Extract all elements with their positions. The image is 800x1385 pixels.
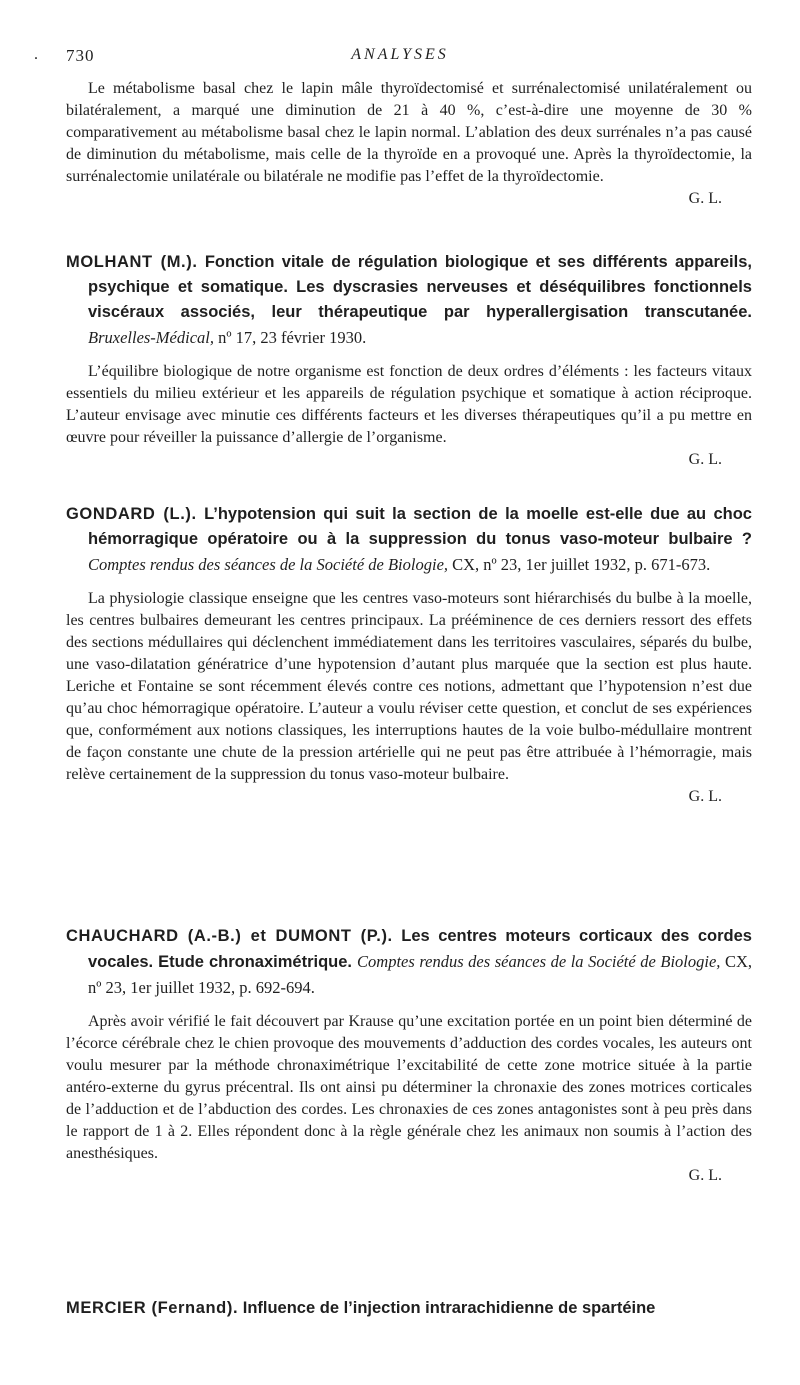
entry-gondard: [66, 502, 752, 808]
entry-journal: Comptes rendus des séances de la Société de Biologie,: [88, 555, 449, 574]
entry-title: Fonction vitale de régulation biologique et ses différents appareils, psychique et somatique. Les dyscrasies nerveuses et déséquilibres fonctionnels viscéraux associés, leur thérapeutique par hyperallergisation transcutanée.: [88, 253, 752, 321]
entry-heading: [66, 924, 752, 1001]
entry-source: [88, 328, 366, 347]
entry-author: MERCIER (Fernand).: [66, 1299, 239, 1317]
margin-dot: .: [34, 46, 38, 63]
abstract-signature: G. L.: [688, 1167, 722, 1184]
entry-author: CHAUCHARD (A.-B.) et DUMONT (P.).: [66, 927, 393, 945]
entry-reference: nº 17, 23 février 1930.: [218, 328, 367, 347]
entry-reference: CX, nº 23, 1er juillet 1932, p. 692-694.: [88, 952, 753, 997]
entry-author: GONDARD (L.).: [66, 505, 197, 523]
page-number: 730: [66, 46, 95, 65]
page-header: [0, 46, 800, 66]
abstract-signature: G. L.: [688, 190, 722, 207]
running-head: ANALYSES: [351, 46, 449, 63]
entry-journal: Bruxelles-Médical,: [88, 328, 214, 347]
entry-chauchard-dumont: [66, 924, 752, 1187]
entry-reference: CX, nº 23, 1er juillet 1932, p. 671-673.: [452, 555, 711, 574]
abstract-signature: G. L.: [688, 451, 722, 468]
abstract-text: L’équilibre biologique de notre organisme est fonction de deux ordres d’éléments : les facteurs vitaux essentiels du milieu extérieur et les appareils de régulation psychique et somatique à action réciproque. L’auteur envisage avec minutie ces différents facteurs et les diverses thérapeutiques qu’il a pu mettre en œuvre pour réveiller la puissance d’allergie de l’organisme.: [66, 363, 752, 446]
entry-mercier: [66, 1296, 752, 1331]
entry-heading: [66, 1296, 752, 1321]
abstract-signature: G. L.: [688, 788, 722, 805]
entry-source: [88, 555, 710, 574]
entry-journal: Comptes rendus des séances de la Société de Biologie,: [357, 952, 721, 971]
abstract-text: La physiologie classique enseigne que les centres vaso-moteurs sont hiérarchisés du bulbe à la moelle, les centres bulbaires demeurant les centres principaux. La prééminence de ces derniers ressort des effets des sections médullaires qui déclenchent immédiatement dans les territoires vasculaires, séparés du bulbe, une vaso-dilatation génératrice d’une hypotension d’autant plus marquée que la section est plus haute. Leriche et Fontaine se sont récemment élevés contre ces notions, admettant que l’hypotension n’est due qu’au choc hémorragique opératoire. L’auteur a voulu réviser cette question, et conclut de ses expériences que, conformément aux notions classiques, les interruptions hautes de la voie bulbo-médullaire montrent de façon constante une chute de la pression artérielle qui ne peut pas être attribuée à l’hémorragie, mais relève certainement de la suppression du tonus vaso-moteur bulbaire.: [66, 590, 752, 783]
entry-molhant: [66, 250, 752, 471]
abstract-text: Après avoir vérifié le fait découvert par Krause qu’une excitation portée en un point bien déterminé de l’écorce cérébrale chez le chien provoque des mouvements d’adduction des cordes vocales, les auteurs ont voulu mesurer par la méthode chronaximétrique l’excitabilité de cette zone motrice située à la partie antéro-externe du gyrus précentral. Ils ont ainsi pu déterminer la chronaxie des zones motrices corticales de l’adduction et de l’abduction des cordes. Les chronaxies de ces zones antagonistes sont à peu près dans le rapport de 1 à 2. Elles répondent donc à la règle générale chez les animaux non soumis à l’action des anesthésiques.: [66, 1013, 752, 1162]
entry-title: L’hypotension qui suit la section de la moelle est-elle due au choc hémorragique opératoire ou à la suppression du tonus vaso-moteur bulbaire ?: [88, 505, 752, 548]
entry-title: Influence de l’injection intrarachidienne de spartéine: [242, 1299, 656, 1317]
entry-title: Les centres moteurs corticaux des cordes vocales. Etude chronaximétrique.: [88, 927, 752, 971]
entry-author: MOLHANT (M.).: [66, 253, 198, 271]
intro-abstract: [66, 78, 752, 210]
entry-heading: [66, 502, 752, 578]
abstract-text: Le métabolisme basal chez le lapin mâle thyroïdectomisé et surrénalectomisé unilatéralement ou bilatéralement, a marqué une diminution de 21 à 40 %, c’est-à-dire une moyenne de 30 % comparativement au métabolisme basal chez le lapin normal. L’ablation des deux surrénales n’a pas causé de diminution du métabolisme, mais celle de la thyroïde en a provoqué une. Après la thyroïdectomie, la surrénalectomie unilatérale ou bilatérale ne modifie pas l’effet de la thyroïdectomie.: [66, 80, 752, 185]
entry-heading: [66, 250, 752, 351]
